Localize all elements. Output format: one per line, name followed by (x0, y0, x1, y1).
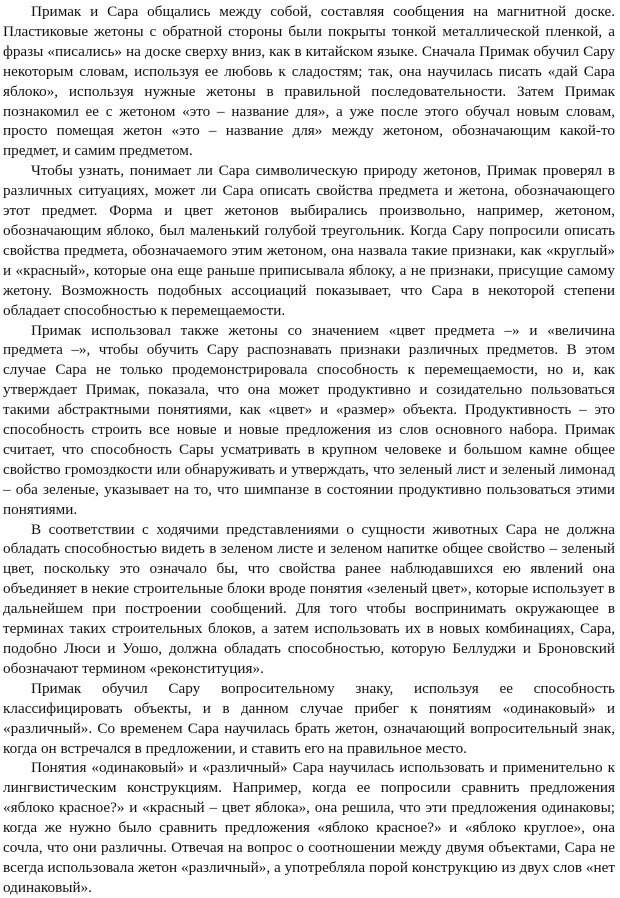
paragraph-2: Чтобы узнать, понимает ли Сара символическую природу жетонов, Примак проверял в различных ситуациях, может ли Сара описать свойства предмета и жетона, обозначающего этот предмет. Форма и цвет жетонов выбирались произвольно, например, жетоном, обозначающим яблоко, был маленький голубой треугольник. Когда Сару попросили описать свойства предмета, обозначаемого этим жетоном, она назвала такие признаки, как «круглый» и «красный», которые она еще раньше приписывала яблоку, а не признаки, присущие самому жетону. Возможность подобных ассоциаций показывает, что Сара в некоторой степени обладает способностью к перемещаемости. (3, 162, 615, 319)
paragraph-1: Примак и Сара общались между собой, составляя сообщения на магнитной доске. Пластиковые жетоны с обратной стороны были покрыты тонкой металлической пленкой, а фразы «писались» на доске сверху вниз, как в китайском языке. Сначала Примак обучил Сару некоторым словам, используя ее любовь к сладостям; так, она научилась писать «дай Сара яблоко», используя нужные жетоны в правильной последовательности. Затем Примак познакомил ее с жетоном «это – название для», а уже после этого обучал новым словам, просто помещая жетон «это – название для» между жетоном, обозначающим какой-то предмет, и самим предметом. (3, 3, 615, 160)
paragraph-5: Примак обучил Сару вопросительному знаку, используя ее способность классифицировать объекты, и в данном случае прибег к понятиям «одинаковый» и «различный». Со временем Сара научилась брать жетон, означающий вопросительный знак, когда он встречался в предложении, и ставить его на правильное место. (3, 679, 615, 757)
paragraph-4: В соответствии с ходячими представлениями о сущности животных Сара не должна обладать способностью видеть в зеленом листе и зеленом напитке общее свойство – зеленый цвет, поскольку это означало бы, что свойства ранее наблюдавшихся ею явлений она объединяет в некие строительные блоки вроде понятия «зеленый цвет», которые использует в дальнейшем при построении сообщений. Для того чтобы воспринимать окружающее в терминах таких строительных блоков, а затем использовать их в новых комбинациях, Сара, подобно Люси и Уошо, должна обладать способностью, которую Беллуджи и Броновский обозначают термином «реконституция». (3, 520, 615, 677)
paragraph-6: Понятия «одинаковый» и «различный» Сара научилась использовать и применительно к лингвистическим конструкциям. Например, когда ее попросили сравнить предложения «яблоко красное?» и «красный – цвет яблока», она решила, что эти предложения одинаковы; когда же нужно было сравнить предложения «яблоко красное?» и «яблоко круглое», она сочла, что они различны. Отвечая на вопрос о соотношении между двумя объектами, Сара не всегда использовала жетон «различный», а употребляла порой конструкцию из двух слов «нет одинаковый». (3, 759, 615, 896)
paragraph-3: Примак использовал также жетоны со значением «цвет предмета –» и «величина предмета –», чтобы обучить Сару распознавать признаки различных предметов. В этом случае Сара не только продемонстрировала способность к перемещаемости, но и, как утверждает Примак, показала, что она может продуктивно и созидательно пользоваться такими абстрактными понятиями, как «цвет» и «размер» объекта. Продуктивность – это способность строить все новые и новые предложения из слов основного набора. Примак считает, что способность Сары усматривать в крупном человеке и большом камне общее свойство громоздкости или обнаруживать и утверждать, что зеленый лист и зеленый лимонад – оба зеленые, указывает на то, что шимпанзе в состоянии продуктивно пользоваться этими понятиями. (3, 321, 615, 518)
